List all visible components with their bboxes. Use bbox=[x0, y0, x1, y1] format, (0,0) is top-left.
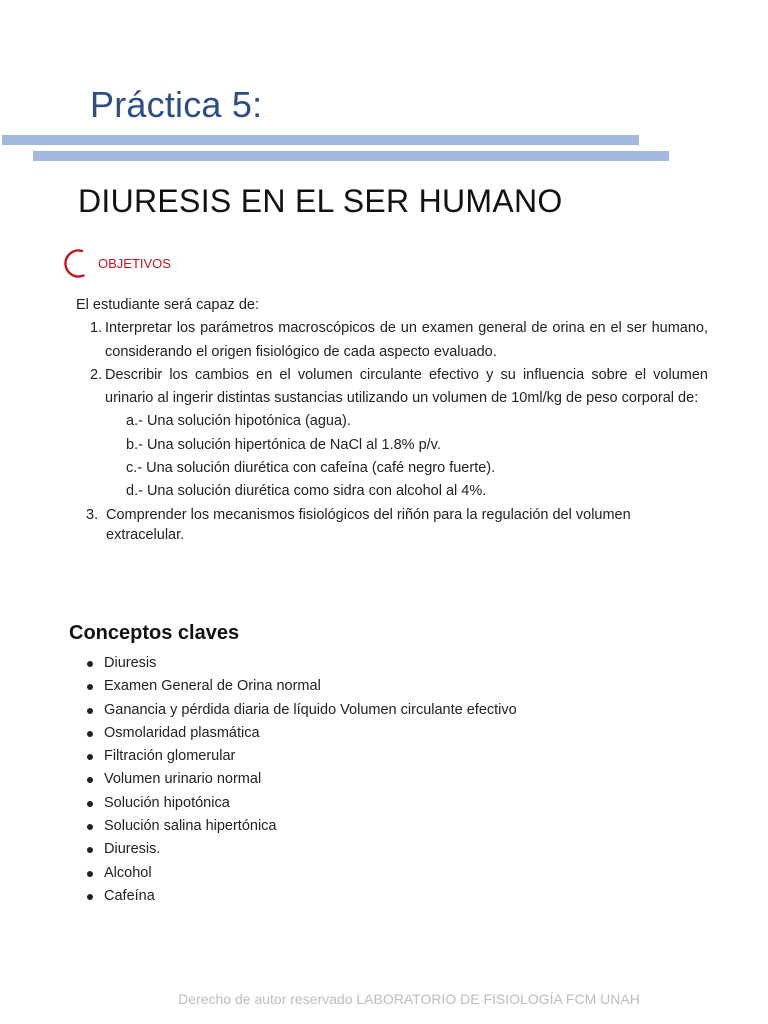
list-item bbox=[86, 885, 517, 908]
bullet-icon bbox=[87, 754, 93, 760]
bullet-icon bbox=[87, 777, 93, 783]
concept-label: Diuresis bbox=[104, 655, 157, 671]
bullet-icon bbox=[87, 684, 93, 690]
concept-label: Osmolaridad plasmática bbox=[104, 724, 260, 741]
list-item bbox=[86, 745, 517, 768]
sub-item-d: d.- Una solución diurética como sidra con alcohol al 4%. bbox=[126, 483, 487, 500]
list-item bbox=[86, 768, 517, 791]
list-item bbox=[86, 675, 517, 698]
list-item bbox=[86, 815, 517, 838]
concept-label: Solución hipotónica bbox=[104, 794, 230, 811]
objective-item-2 bbox=[76, 364, 708, 411]
objectives-body bbox=[76, 294, 708, 545]
concepts-list bbox=[86, 652, 517, 908]
sub-item-b: b.- Una solución hipertónica de NaCl al 1.8% p/v. bbox=[126, 436, 441, 453]
list-item bbox=[86, 652, 517, 675]
bullet-icon bbox=[87, 731, 93, 737]
half-circle-icon bbox=[60, 246, 96, 282]
bullet-icon bbox=[87, 847, 93, 853]
objective-sub-list bbox=[76, 410, 708, 503]
objective-item-1 bbox=[76, 317, 708, 364]
main-title: DIURESIS EN EL SER HUMANO bbox=[78, 183, 563, 219]
list-item bbox=[86, 792, 517, 815]
objective-text: Describir los cambios en el volumen circulante efectivo y su influencia sobre el volumen urinario al ingerir distintas sustancias utilizando un volumen de 10ml/kg de peso corporal de: bbox=[105, 366, 708, 407]
practice-title: Práctica 5: bbox=[90, 84, 263, 125]
objectives-label: OBJETIVOS bbox=[98, 256, 171, 271]
concept-label: Alcohol bbox=[104, 864, 152, 881]
concept-label: Volumen urinario normal bbox=[104, 771, 262, 788]
objective-text: Interpretar los parámetros macroscópicos de un examen general de orina en el ser humano, considerando el origen fisiológico de cada aspecto evaluado. bbox=[105, 320, 708, 360]
bullet-icon bbox=[87, 871, 93, 877]
bullet-icon bbox=[87, 661, 93, 667]
bullet-icon bbox=[87, 894, 93, 900]
objective-number: 3. bbox=[86, 506, 99, 523]
concept-label: Ganancia y pérdida diaria de líquido Volumen circulante efectivo bbox=[104, 701, 517, 718]
objective-text: Comprender los mecanismos fisiológicos del riñón para la regulación del volumen extracelular. bbox=[106, 506, 631, 543]
concept-label: Solución salina hipertónica bbox=[104, 818, 277, 835]
bullet-icon bbox=[87, 708, 93, 714]
objectives-intro: El estudiante será capaz de: bbox=[76, 297, 259, 313]
decorative-bar-bottom bbox=[33, 151, 669, 161]
concept-label: Filtración glomerular bbox=[104, 748, 236, 765]
objective-number: 1. bbox=[90, 320, 103, 337]
decorative-bar-top bbox=[2, 135, 639, 145]
bullet-icon bbox=[87, 801, 93, 807]
concept-label: Cafeína bbox=[104, 887, 155, 904]
list-item bbox=[86, 838, 517, 861]
objective-number: 2. bbox=[90, 366, 103, 383]
bullet-icon bbox=[87, 824, 93, 830]
concepts-title: Conceptos claves bbox=[69, 622, 240, 644]
sub-item-a: a.- Una solución hipotónica (agua). bbox=[126, 413, 351, 430]
list-item bbox=[86, 862, 517, 885]
list-item bbox=[86, 722, 517, 745]
list-item bbox=[86, 699, 517, 722]
concept-label: Examen General de Orina normal bbox=[104, 678, 321, 695]
concept-label: Diuresis. bbox=[104, 841, 161, 858]
objective-item-3 bbox=[76, 505, 708, 545]
sub-item-c: c.- Una solución diurética con cafeína (café negro fuerte). bbox=[126, 460, 496, 477]
copyright-footer: Derecho de autor reservado LABORATORIO DE FISIOLOGÍA FCM UNAH bbox=[178, 991, 640, 1007]
